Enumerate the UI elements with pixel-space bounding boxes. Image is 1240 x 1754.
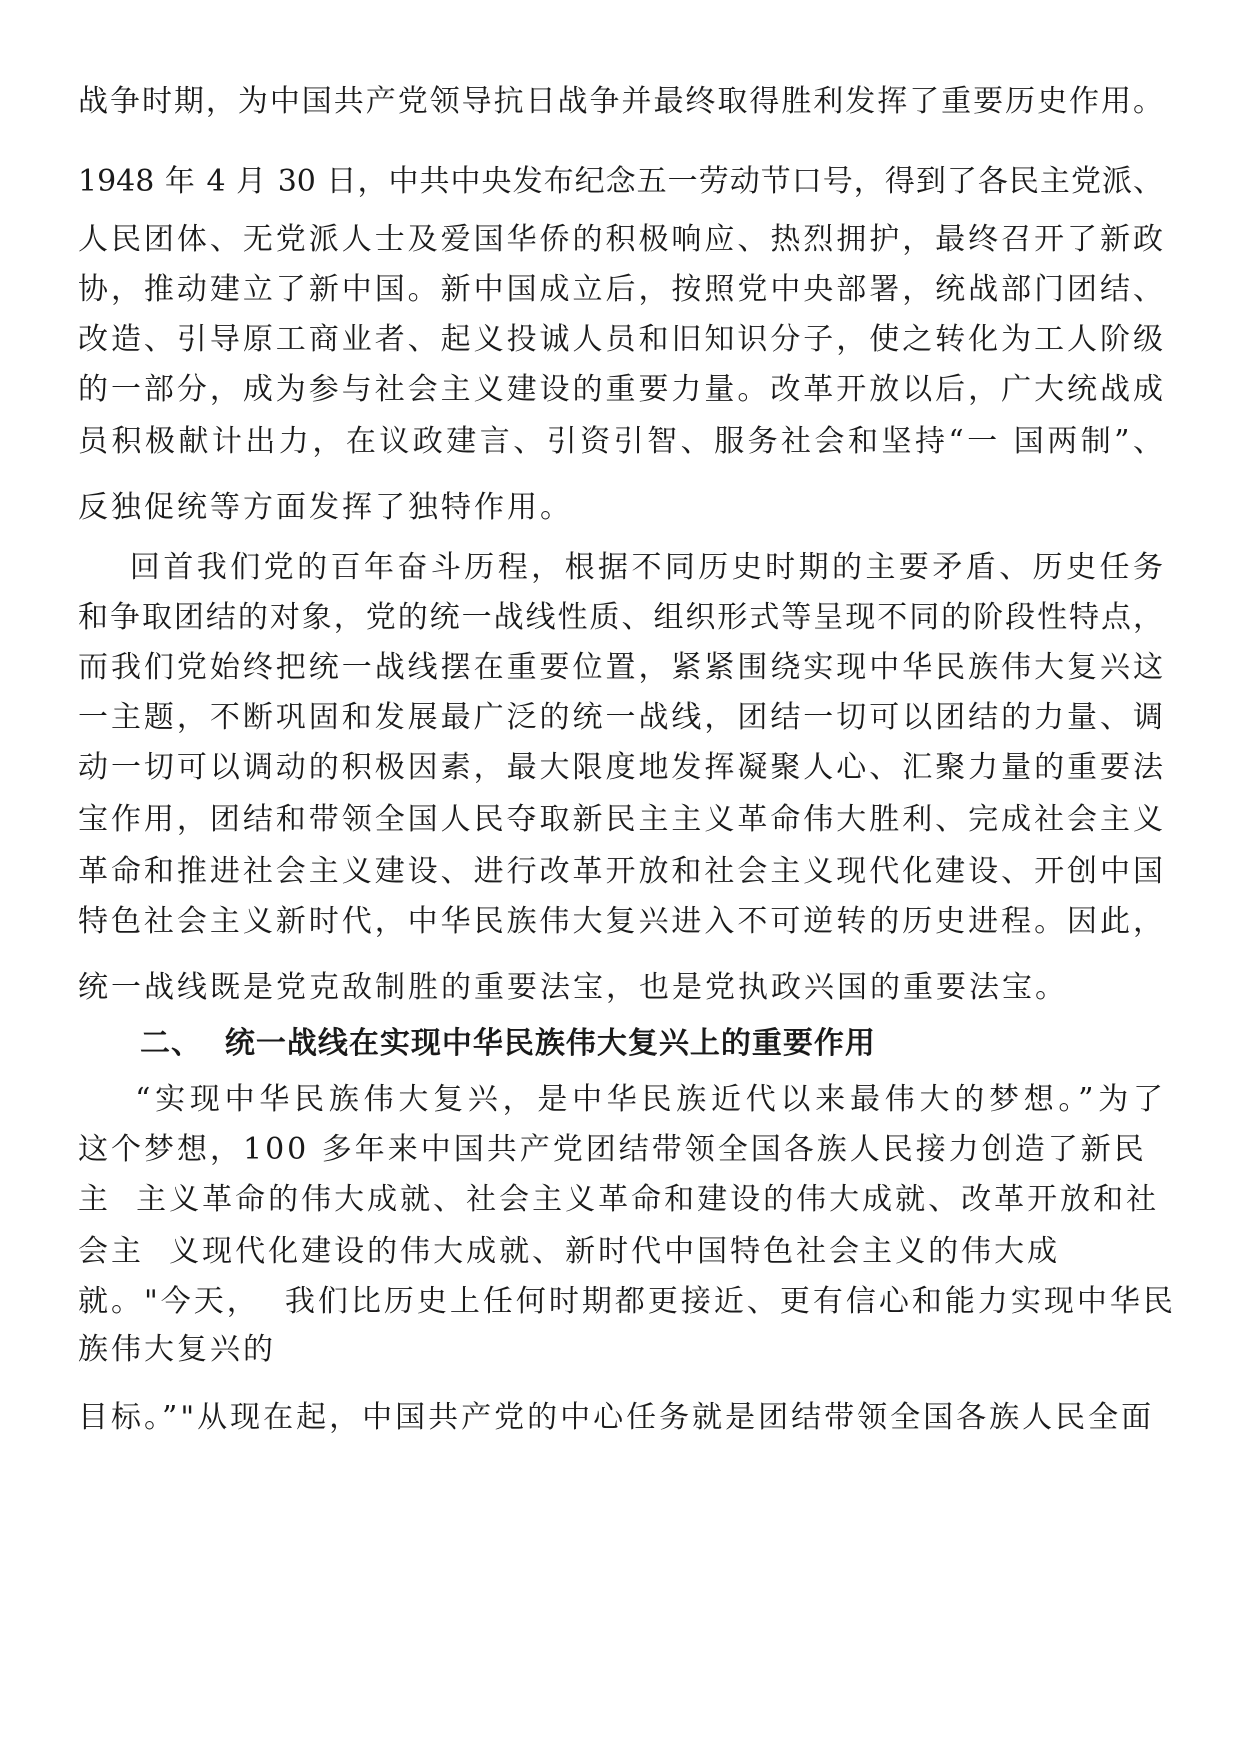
text-line: 宝作用，团结和带领全国人民夺取新民主主义革命伟大胜利、完成社会主义 [78, 802, 1163, 837]
text-line: 就。"今天， 我们比历史上任何时期都更接近、更有信心和能力实现中华民 [78, 1284, 1176, 1319]
text-line: 协，推动建立了新中国。新中国成立后，按照党中央部署，统战部门团结、 [78, 272, 1163, 307]
text-line: 主 主义革命的伟大成就、社会主义革命和建设的伟大成就、改革开放和社 [78, 1182, 1160, 1217]
text-line: 战争时期，为中国共产党领导抗日战争并最终取得胜利发挥了重要历史作用。 [78, 84, 1163, 119]
text-line: 和争取团结的对象，党的统一战线性质、组织形式等呈现不同的阶段性特点， [78, 600, 1163, 635]
section-heading: 二、 统一战线在实现中华民族伟大复兴上的重要作用 [140, 1026, 876, 1061]
text-line: 革命和推进社会主义建设、进行改革开放和社会主义现代化建设、开创中国 [78, 854, 1163, 889]
text-line: 一主题，不断巩固和发展最广泛的统一战线，团结一切可以团结的力量、调 [78, 700, 1163, 735]
text-line: 动一切可以调动的积极因素，最大限度地发挥凝聚人心、汇聚力量的重要法 [78, 750, 1163, 785]
text-line: 的一部分，成为参与社会主义建设的重要力量。改革开放以后，广大统战成 [78, 372, 1163, 407]
text-line: 而我们党始终把统一战线摆在重要位置，紧紧围绕实现中华民族伟大复兴这 [78, 650, 1163, 685]
text-line: 1948 年 4 月 30 日，中共中央发布纪念五一劳动节口号，得到了各民主党派、 [78, 164, 1163, 199]
text-line: 目标。”"从现在起，中国共产党的中心任务就是团结带领全国各族人民全面 [78, 1400, 1155, 1435]
text-line: 特色社会主义新时代，中华民族伟大复兴进入不可逆转的历史进程。因此， [78, 904, 1163, 939]
paragraph-first-line: 回首我们党的百年奋斗历程，根据不同历史时期的主要矛盾、历史任务 [78, 550, 1163, 585]
text-line: 改造、引导原工商业者、起义投诚人员和旧知识分子，使之转化为工人阶级 [78, 322, 1163, 357]
text-line: 这个梦想，100 多年来中国共产党团结带领全国各族人民接力创造了新民 [78, 1132, 1147, 1167]
text-line: 族伟大复兴的 [78, 1332, 276, 1367]
text-line: 人民团体、无党派人士及爱国华侨的积极响应、热烈拥护，最终召开了新政 [78, 222, 1163, 257]
text-line: 反独促统等方面发挥了独特作用。 [78, 490, 573, 525]
text-line: 统一战线既是党克敌制胜的重要法宝，也是党执政兴国的重要法宝。 [78, 970, 1068, 1005]
text-line: 会主 义现代化建设的伟大成就、新时代中国特色社会主义的伟大成 [78, 1234, 1061, 1269]
text-line: 员积极献计出力，在议政建言、引资引智、服务社会和坚持“一 国两制”、 [78, 424, 1163, 459]
paragraph-first-line: “实现中华民族伟大复兴，是中华民族近代以来最伟大的梦想。”为了 [78, 1082, 1163, 1117]
